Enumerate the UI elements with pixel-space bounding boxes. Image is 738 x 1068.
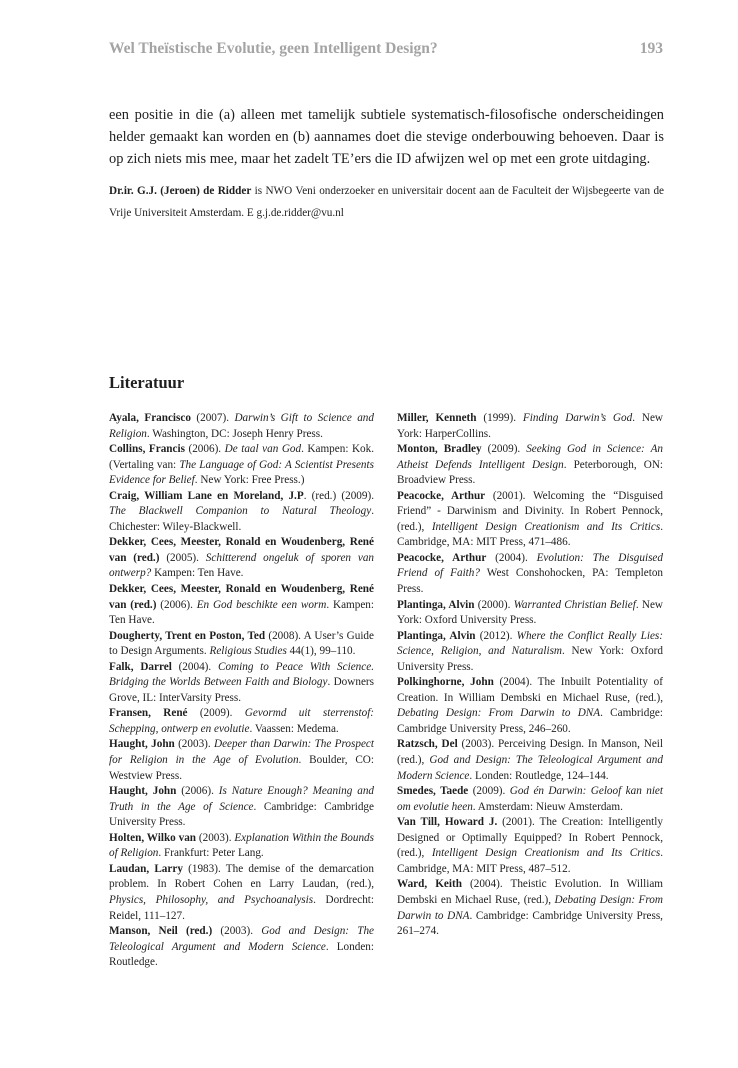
reference-text: West Conshohocken, PA: Templeton Press. [397, 567, 664, 596]
reference-item [109, 660, 374, 707]
reference-title: Schitterend ongeluk of sporen van ontwerp? [109, 551, 375, 580]
reference-author: Falk, Darrel [109, 660, 172, 673]
reference-text: (2006). [156, 598, 197, 611]
reference-text: (2003). Perceiving Design. In Manson, Neil (red.), [397, 738, 663, 767]
reference-text: . Downers Grove, IL: InterVarsity Press. [109, 676, 374, 704]
reference-text: . New York: Free Press.) [194, 474, 305, 487]
section-title: Literatuur [109, 373, 185, 392]
reference-text: (2006). [176, 785, 219, 798]
reference-author: Plantinga, Alvin [397, 598, 475, 611]
reference-text: . (red.) (2009). [303, 489, 375, 502]
reference-text: Kampen: Ten Have. [151, 567, 244, 580]
reference-title: Gevormd uit sterrenstof: Schepping, ontwerp en evolutie [109, 707, 375, 735]
reference-item [109, 784, 374, 831]
reference-text: . Dordrecht: Reidel, 111–127. [109, 893, 375, 922]
reference-title: Darwin’s Gift to Science and Religion [109, 412, 374, 440]
reference-text: . New York: HarperCollins. [397, 412, 664, 440]
reference-item [397, 598, 663, 629]
reference-text: . Kampen: Kok. (Vertaling van: [109, 443, 375, 471]
reference-item [109, 442, 374, 489]
reference-item [397, 737, 663, 784]
reference-text: (2004). Theistic Evolution. In William Dembski en Michael Ruse, (red.), [397, 878, 664, 906]
reference-author: Collins, Francis [109, 443, 185, 456]
reference-author: Van Till, Howard J. [397, 816, 498, 829]
reference-text: (2001). Welcoming the “Disguised Friend” - Darwinism and Divinity. In Robert Pennock, (red.), [397, 489, 663, 533]
reference-text: (2004). [486, 551, 537, 564]
reference-text: (2004). The Inbuilt Potentiality of Creation. In William Dembski en Michael Ruse, (red.), [397, 676, 663, 704]
reference-text: (2001). The Creation: Intelligently Designed or Optimally Equipped? In Robert Pennock, (red.), [397, 816, 663, 860]
reference-text: (2007). [190, 412, 235, 424]
reference-item [397, 784, 663, 815]
reference-item [109, 411, 374, 442]
reference-author: Craig, William Lane en Moreland, J.P [109, 489, 304, 502]
reference-author: Haught, John [109, 738, 175, 751]
body-paragraph: een positie in die (a) alleen met tamelijk subtiele systematisch-filosofische onderscheidingen helder gemaakt kan worden en (b) aannames doet die stevige onderbouwing behoeven. Daar is op zich niets mis mee, maar het zadelt TE’ers die ID afwijzen wel op met een grote uitdaging. [109, 107, 664, 168]
reference-text: . Frankfurt: Peter Lang. [158, 847, 264, 860]
reference-author: Smedes, Taede [397, 785, 469, 798]
reference-title: Is Nature Enough? Meaning and Truth in the Age of Science [109, 785, 375, 813]
reference-text: . Londen: Routledge. [109, 940, 374, 969]
reference-author: Haught, John [109, 785, 177, 798]
reference-text: (1999). [476, 412, 523, 424]
reference-text: (2005). [159, 551, 206, 564]
reference-text: (2000). [474, 598, 514, 611]
reference-title: Finding Darwin’s God [522, 412, 633, 424]
reference-item [109, 737, 374, 784]
reference-text: . Amsterdam: Nieuw Amsterdam. [472, 800, 623, 813]
reference-author: Fransen, René [109, 707, 188, 720]
reference-author: Dekker, Cees, Meester, Ronald en Woudenberg, René van (red.) [109, 583, 374, 611]
reference-title: Intelligent Design Creationism and Its Critics [431, 520, 661, 533]
author-name: Dr.ir. G.J. (Jeroen) de Ridder [109, 185, 252, 197]
reference-item [397, 877, 663, 939]
reference-author: Miller, Kenneth [397, 412, 477, 424]
reference-title: The Language of God: A Scientist Presents Evidence for Belief [109, 458, 374, 487]
reference-author: Laudan, Larry [109, 862, 183, 875]
references-right-column [397, 411, 663, 940]
reference-text: . Chichester: Wiley-Blackwell. [109, 505, 374, 533]
reference-title: Deeper than Darwin: The Prospect for Religion in the Age of Evolution [109, 738, 374, 767]
reference-title: De taal van God [224, 443, 302, 456]
reference-item [397, 442, 663, 489]
reference-text: (2009). [468, 785, 510, 798]
reference-item [397, 815, 663, 877]
reference-text: (2004). [171, 660, 218, 673]
reference-author: Monton, Bradley [397, 443, 482, 456]
reference-title: Religious Studies [209, 645, 287, 658]
reference-text: 44(1), 99–110. [286, 645, 356, 658]
reference-author: Peacocke, Arthur [397, 489, 486, 502]
reference-author: Ayala, Francisco [109, 412, 191, 424]
reference-title: Debating Design: From Darwin to DNA [397, 893, 663, 922]
reference-item [109, 831, 374, 862]
reference-item [109, 706, 374, 737]
reference-author: Manson, Neil (red.) [109, 925, 213, 938]
author-bio-text: is NWO Veni onderzoeker en universitair docent aan de Faculteit der Wijsbegeerte van de Vrije Universiteit Amsterdam. E g.j.de.ridder@vu.nl [109, 185, 664, 219]
reference-text: . Cambridge: Cambridge University Press, 246–260. [397, 707, 663, 735]
reference-item [397, 629, 663, 676]
references-left-column [109, 411, 374, 971]
reference-text: . New York: Oxford University Press. [397, 598, 664, 627]
reference-text: (2008). A User’s Guide to Design Arguments. [109, 629, 374, 658]
reference-item [109, 862, 374, 924]
reference-author: Peacocke, Arthur [397, 551, 487, 564]
reference-text: (2006). [184, 443, 225, 456]
reference-item [397, 675, 663, 737]
reference-author: Dekker, Cees, Meester, Ronald en Woudenberg, René van (red.) [109, 536, 374, 564]
reference-title: Debating Design: From Darwin to DNA [397, 707, 601, 720]
reference-author: Plantinga, Alvin [397, 629, 476, 642]
reference-text: (2003). [174, 738, 214, 751]
reference-title: En God beschikte een worm [196, 598, 327, 611]
reference-title: Evolution: The Disguised Friend of Faith? [397, 551, 663, 580]
reference-author: Ratzsch, Del [397, 738, 458, 751]
reference-title: Seeking God in Science: An Atheist Defends Intelligent Design [397, 443, 663, 471]
reference-author: Dougherty, Trent en Poston, Ted [109, 629, 266, 642]
reference-text: . Londen: Routledge, 124–144. [469, 769, 609, 782]
reference-title: God én Darwin: Geloof kan niet om evolutie heen [397, 785, 664, 813]
reference-text: (2012). [475, 629, 517, 642]
reference-item [397, 489, 663, 551]
reference-title: Coming to Peace With Science. Bridging the Worlds Between Faith and Biology [109, 660, 374, 689]
reference-title: The Blackwell Companion to Natural Theology [109, 505, 372, 518]
reference-item [397, 411, 663, 442]
reference-text: . Cambridge, MA: MIT Press, 471–486. [397, 520, 663, 549]
reference-text: (2003). [212, 925, 262, 938]
author-bio [109, 180, 664, 224]
reference-title: Explanation Within the Bounds of Religion [109, 831, 374, 860]
reference-text: (2009). [187, 707, 245, 720]
reference-title: Physics, Philosophy, and Psychoanalysis [109, 893, 314, 906]
reference-text: . Cambridge: Cambridge University Press, 261–274. [397, 909, 663, 938]
running-title: Wel Theïstische Evolutie, geen Intelligent Design? [109, 40, 438, 57]
reference-item [109, 924, 374, 971]
reference-text: . Peterborough, ON: Broadview Press. [397, 458, 664, 487]
reference-item [109, 582, 374, 629]
reference-title: Warranted Christian Belief [513, 598, 636, 611]
reference-text: . Cambridge: Cambridge University Press. [109, 800, 374, 829]
running-header [109, 40, 663, 64]
reference-text: (2009). [481, 443, 527, 456]
reference-text: . Cambridge, MA: MIT Press, 487–512. [397, 847, 663, 875]
reference-author: Holten, Wilko van [109, 831, 197, 844]
reference-text: . Kampen: Ten Have. [109, 598, 374, 627]
reference-item [109, 489, 374, 536]
reference-title: Where the Conflict Really Lies: Science, Religion, and Naturalism [397, 629, 664, 658]
reference-item [109, 629, 374, 660]
reference-author: Ward, Keith [397, 878, 462, 891]
reference-item [109, 535, 374, 582]
reference-author: Polkinghorne, John [397, 676, 494, 689]
reference-title: God and Design: The Teleological Argument and Modern Science [397, 754, 663, 782]
reference-text: . Washington, DC: Joseph Henry Press. [146, 427, 323, 440]
reference-text: (2003). [196, 831, 235, 844]
reference-text: . Vaassen: Medema. [249, 722, 339, 735]
reference-title: Intelligent Design Creationism and Its Critics [431, 847, 661, 860]
reference-text: . Boulder, CO: Westview Press. [109, 754, 374, 782]
reference-text: . New York: Oxford University Press. [397, 645, 663, 673]
page-number: 193 [639, 40, 663, 57]
reference-title: God and Design: The Teleological Argument and Modern Science [109, 925, 374, 953]
reference-text: (1983). The demise of the demarcation problem. In Robert Cohen en Larry Laudan, (red.), [109, 862, 374, 891]
reference-item [397, 551, 663, 598]
